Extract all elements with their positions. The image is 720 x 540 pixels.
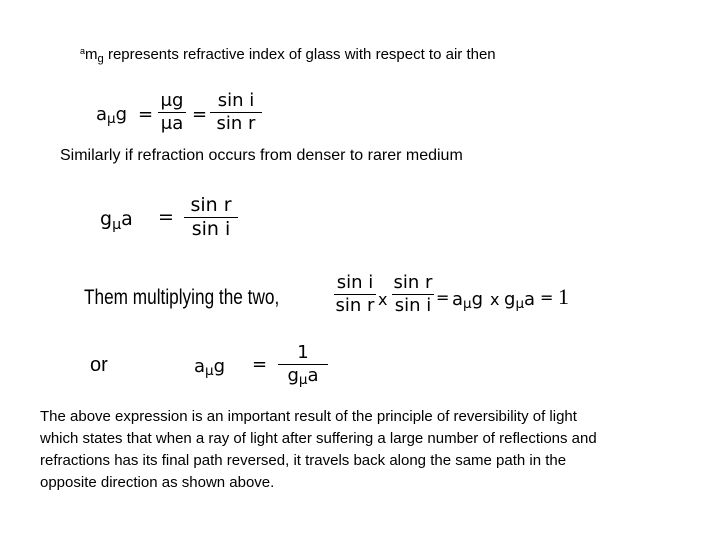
eq2-lhs-mu: μ: [112, 216, 122, 233]
eq1-lhs-pre: a: [96, 104, 108, 125]
eq1-equals-1: =: [138, 104, 154, 125]
eq2-fraction: [184, 196, 238, 239]
conclusion-paragraph: [40, 406, 710, 494]
eq3-a-pre: a: [452, 289, 464, 310]
eq1-fraction-1: [158, 92, 186, 133]
intro-text: represents refractive index of glass with respect to air then: [103, 46, 496, 63]
intro-superscript: a: [80, 46, 86, 57]
eq4-denominator: [287, 365, 319, 389]
eq4-den-mu: μ: [298, 372, 308, 389]
eq2-lhs-post: a: [121, 208, 133, 230]
eq3-a-mu-g: [452, 289, 484, 313]
eq3-times-1: x: [378, 290, 388, 309]
eq3-f2-numerator: sin r: [393, 272, 433, 293]
eq2-denominator: sin i: [191, 218, 231, 240]
equation-1: [96, 92, 266, 142]
paragraph-line-2: which states that when a ray of light after suffering a large number of reflections and: [40, 430, 597, 447]
eq3-one: 1: [558, 284, 569, 309]
eq1-lhs: [96, 104, 128, 128]
intro-line: [80, 46, 496, 63]
eq1-f2-denominator: sin r: [216, 113, 256, 134]
paragraph-line-4: opposite direction as shown above.: [40, 474, 275, 491]
eq1-equals-2: =: [192, 104, 208, 125]
eq3-equals-2: =: [540, 288, 554, 307]
eq1-f1-denominator: [161, 115, 183, 133]
eq4-numerator: 1: [297, 342, 309, 363]
eq3-fraction-1: [334, 274, 376, 315]
paragraph-line-1: The above expression is an important result of the principle of reversibility of light: [40, 408, 577, 425]
eq1-lhs-post: g: [115, 104, 128, 125]
eq2-lhs-pre: g: [100, 208, 113, 230]
equation-4: [194, 344, 344, 392]
eq1-fraction-2: [210, 92, 262, 133]
similarly-line: Similarly if refraction occurs from denser to rarer medium: [60, 147, 463, 164]
eq1-f1-numerator: [161, 92, 184, 110]
eq1-lhs-mu: μ: [107, 111, 116, 128]
eq3-times-2: x: [490, 290, 500, 309]
equation-2: [100, 196, 250, 244]
eq3-g-mu-a: [504, 289, 536, 313]
paragraph-line-3: refractions has its final path reversed, it travels back along the same path in the: [40, 452, 567, 469]
eq1-f1-num-mu: μ: [160, 90, 172, 111]
eq4-lhs-mu: μ: [205, 363, 214, 380]
eq1-f1-num-sub: g: [172, 90, 184, 111]
eq3-fraction-2: [392, 274, 434, 315]
eq4-lhs-pre: a: [194, 356, 206, 377]
eq1-f1-den-sub: a: [172, 113, 184, 134]
eq2-equals: =: [158, 206, 174, 228]
eq3-g-pre: g: [504, 289, 516, 310]
eq2-numerator: sin r: [190, 194, 232, 216]
eq3-f1-numerator: sin i: [336, 272, 374, 293]
eq2-lhs: [100, 208, 133, 233]
eq1-f1-den-mu: μ: [160, 113, 173, 134]
eq3-a-mu: μ: [463, 296, 472, 313]
eq3-f2-denominator: sin i: [394, 295, 432, 316]
eq3-lead-text: Them multiplying the two,: [84, 286, 280, 309]
intro-subscript: g: [97, 52, 104, 65]
eq4-or: or: [90, 354, 108, 376]
intro-symbol: m: [85, 46, 98, 63]
eq3-equals-1: =: [436, 288, 450, 307]
eq1-f2-numerator: sin i: [217, 90, 255, 111]
eq4-fraction: [278, 342, 328, 389]
eq3-a-post: g: [471, 289, 484, 310]
eq4-den-pre: g: [287, 365, 299, 386]
eq3-g-post: a: [524, 289, 536, 310]
eq4-lhs-post: g: [213, 356, 226, 377]
eq4-equals: =: [252, 354, 268, 375]
eq4-bar: [278, 364, 328, 365]
eq3-f1-denominator: sin r: [335, 295, 375, 316]
eq4-lhs: [194, 356, 226, 380]
eq4-den-post: a: [307, 365, 319, 386]
eq3-g-mu: μ: [515, 296, 525, 313]
